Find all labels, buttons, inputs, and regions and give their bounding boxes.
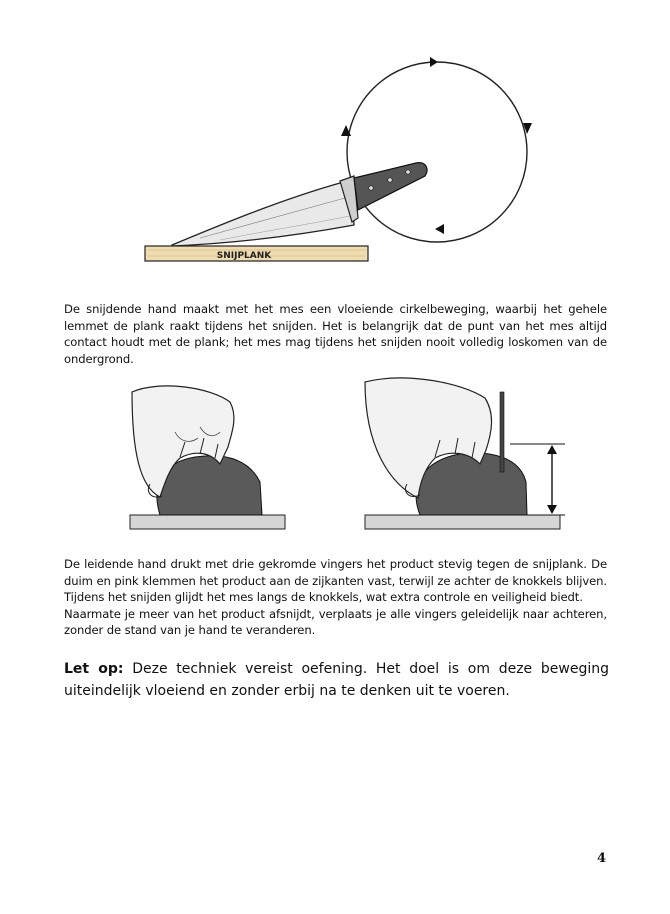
hand-grip-sketch-left (130, 386, 285, 529)
note-block (64, 658, 609, 702)
motion-arrow-icon (435, 224, 444, 234)
note-text: Deze techniek vereist oefening. Het doel is om deze beweging uiteindelijk vloeiend en zonder erbij na te denken uit te voeren. (64, 661, 609, 699)
height-arrow-icon (547, 445, 557, 454)
motion-arrow-icon (430, 57, 438, 67)
guiding-hand-paragraph (64, 556, 607, 639)
paragraph-text: De snijdende hand maakt met het mes een vloeiende cirkelbeweging, waarbij het gehele lemmet de plank raakt tijdens het snijden. Het is belangrijk dat de punt van het mes altijd contact houdt met de plank; het mes mag tijdens het snijden nooit volledig loskomen van de ondergrond. (64, 302, 607, 366)
circular-motion-path (347, 62, 527, 242)
note-label: Let op: (64, 661, 124, 677)
paragraph-text: Naarmate je meer van het product afsnijdt, verplaats je alle vingers geleidelijk naar achteren, zonder de stand van je hand te veranderen. (64, 606, 607, 637)
knife-icon (172, 163, 427, 246)
board-label: SNIJPLANK (216, 251, 272, 261)
cutting-board (145, 246, 368, 261)
height-arrow-icon (547, 505, 557, 514)
cutting-motion-paragraph (64, 301, 607, 367)
hand-grip-sketch-right (365, 378, 565, 529)
knife-motion-illustration (140, 50, 540, 270)
page-number: 4 (597, 851, 607, 866)
guiding-hand-illustration (120, 372, 580, 537)
paragraph-text: De leidende hand drukt met drie gekromde vingers het product stevig tegen de snijplank. De duim en pink klemmen het product aan de zijkanten vast, terwijl ze achter de knokkels blijven. Tijdens het snijden glijdt het mes langs de knokkels, wat extra controle en veiligheid biedt. (64, 557, 607, 604)
